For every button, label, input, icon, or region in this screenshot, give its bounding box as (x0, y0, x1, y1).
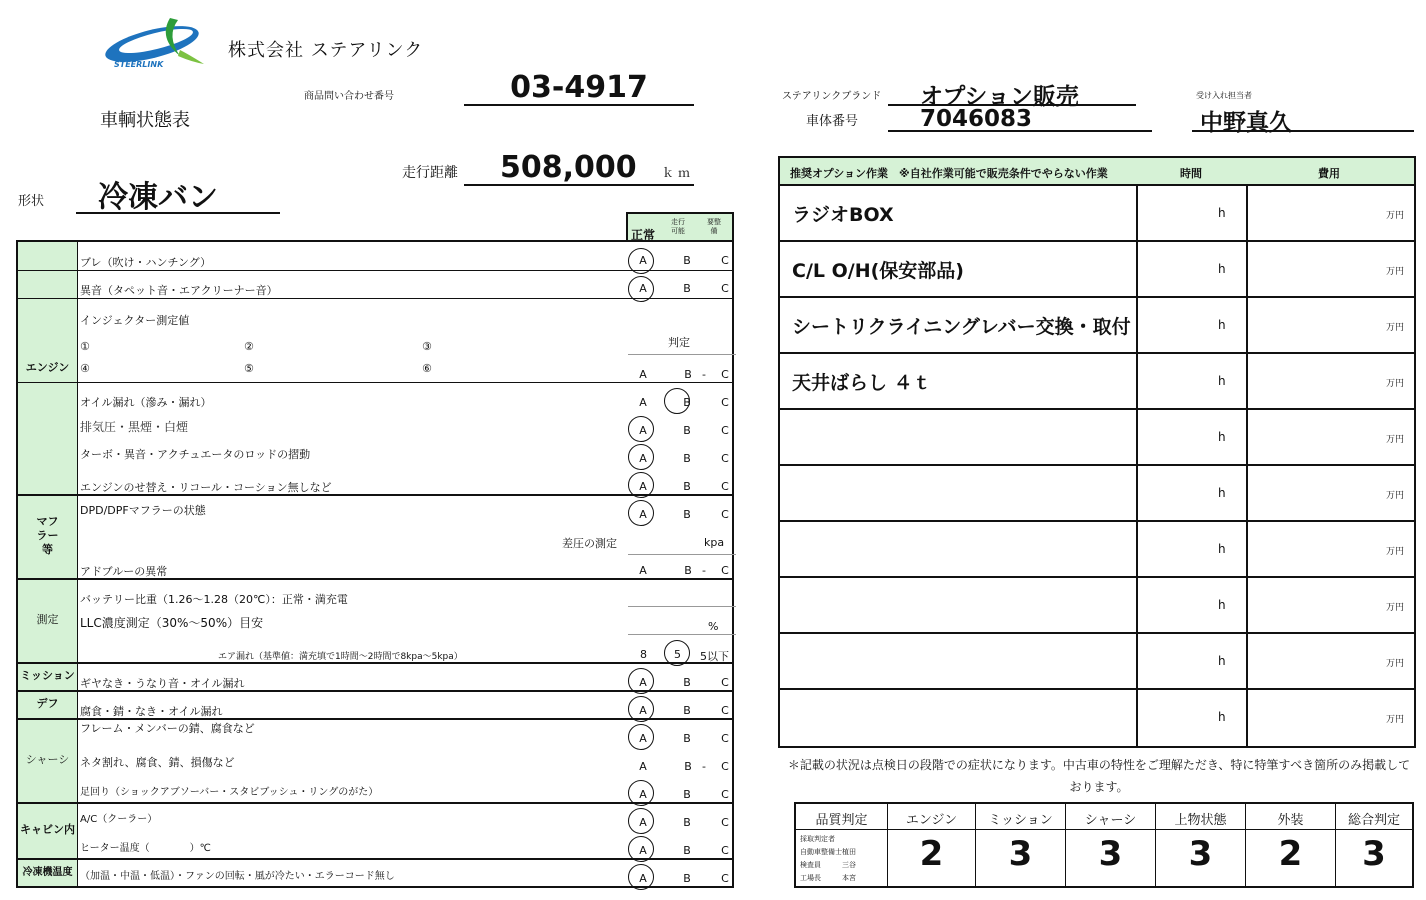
option-name: C/L O/H(保安部品) (780, 242, 1138, 296)
vin-value: 7046083 (888, 106, 1152, 132)
inspector-line-2: 自動車整備士植田 (800, 848, 856, 856)
option-time-unit: h (1218, 318, 1226, 332)
exterior-score-cell (1246, 804, 1336, 886)
option-name: シートリクライニングレバー交換・取付 (780, 298, 1138, 352)
item-reefer: （加温・中温・低温）・ファンの回転・風が冷たい・エラーコード無し (80, 871, 395, 882)
distance-label: 走行距離 (402, 165, 458, 181)
quality-summary (794, 802, 1414, 888)
option-time-unit: h (1218, 262, 1226, 276)
grade-heater: A B C (639, 844, 729, 857)
company-name: 株式会社 ステアリンク (228, 40, 424, 61)
document-title: 車輌状態表 (100, 110, 190, 131)
option-name (780, 578, 1138, 632)
option-cost-unit: 万円 (1385, 267, 1404, 277)
staff-label: 受け入れ担当者 (1196, 91, 1252, 100)
options-cost-label: 費用 (1318, 167, 1340, 180)
option-time-cell (1138, 690, 1248, 746)
body-score-cell (1156, 804, 1246, 886)
engine-score-cell (888, 804, 976, 886)
option-cost-cell (1248, 186, 1414, 240)
option-cost-unit: 万円 (1385, 659, 1404, 669)
option-time-cell (1138, 298, 1248, 352)
item-crack: ネタ割れ、腐食、錆、損傷など (80, 756, 235, 769)
inspector-line-1: 採取判定者 (800, 835, 835, 843)
mark-oil-leak (664, 388, 690, 414)
option-time-cell (1138, 186, 1248, 240)
llc-unit: % (708, 620, 719, 633)
injector-4: ④ (80, 362, 90, 375)
quality-label: 品質判定 (796, 804, 887, 830)
distance-unit: ｋｍ (662, 166, 695, 180)
grade-exhaust: A B C (639, 424, 729, 437)
company-logo (100, 8, 210, 78)
inspector-line-4: 工場長 本宮 (800, 874, 856, 882)
option-time-unit: h (1218, 598, 1226, 612)
injector-6: ⑥ (422, 362, 432, 375)
grade-oil-leak: A B C (639, 396, 729, 409)
mark-engine-blur (628, 248, 654, 274)
quality-label-cell (796, 804, 888, 886)
option-time-cell (1138, 578, 1248, 632)
option-row (780, 578, 1414, 634)
mark-diff (628, 696, 654, 722)
grade-turbo: A B C (639, 452, 729, 465)
option-row (780, 186, 1414, 242)
option-row (780, 522, 1414, 578)
option-time-unit: h (1218, 430, 1226, 444)
mission-score-cell (976, 804, 1066, 886)
item-mission: ギヤなき・うなり音・オイル漏れ (80, 677, 245, 690)
grade-frame: A B C (639, 732, 729, 745)
engine-score-label: エンジン (888, 804, 975, 830)
chassis-score-label: シャーシ (1066, 804, 1155, 830)
item-oil-leak: オイル漏れ（滲み・漏れ） (80, 396, 212, 409)
option-cost-cell (1248, 690, 1414, 746)
option-time-unit: h (1218, 374, 1226, 388)
option-name (780, 466, 1138, 520)
inspector-line-3: 検査員 三谷 (800, 861, 856, 869)
group-measure: 測定 (18, 578, 78, 662)
option-cost-unit: 万円 (1385, 491, 1404, 501)
injector-2: ② (244, 340, 254, 353)
option-name (780, 410, 1138, 464)
grade-crack: A B - C (639, 760, 729, 773)
injector-3: ③ (422, 340, 432, 353)
item-llc: LLC濃度測定（30%～50%）目安 (80, 616, 264, 630)
item-battery: バッテリー比重（1.26～1.28（20℃）：正常・満充電 (80, 593, 348, 606)
item-exhaust: 排気圧・黒煙・白煙 (80, 420, 189, 434)
grade-injector: A B - C (639, 368, 729, 381)
option-row (780, 410, 1414, 466)
option-time-cell (1138, 410, 1248, 464)
brand-label: ステアリンクブランド (782, 91, 882, 102)
disclaimer-note: ＊記載の状況は点検日の段階での症状になります。中古車の特性をご理解ただき、特に特筆すべき箇所のみ掲載しております。 (787, 758, 1411, 794)
mark-frame (628, 724, 654, 750)
distance-value: 508,000 (464, 150, 694, 186)
air-leak-8: 8 (640, 648, 647, 661)
item-dpf: DPD/DPFマフラーの状態 (80, 504, 206, 517)
inquiry-number-label: 商品問い合わせ番号 (304, 91, 394, 102)
option-row (780, 634, 1414, 690)
grade-engine-blur: A B C (639, 254, 729, 267)
group-reefer: 冷凍機温度 (18, 858, 78, 886)
option-row (780, 466, 1414, 522)
injector-judge-label: 判定 (668, 336, 690, 349)
staff-value: 中野真久 (1192, 104, 1414, 132)
group-chassis: シャーシ (18, 718, 78, 802)
option-time-unit: h (1218, 654, 1226, 668)
option-cost-cell (1248, 466, 1414, 520)
col-drivable: 走行可能 (671, 218, 685, 235)
air-leak-le5: 5以下 (700, 650, 729, 663)
chassis-score: 3 (1098, 834, 1123, 874)
shape-value: 冷凍バン (76, 172, 280, 214)
exterior-score-label: 外装 (1246, 804, 1335, 830)
engine-score: 2 (919, 834, 944, 874)
option-time-unit: h (1218, 710, 1226, 724)
group-engine: エンジン (18, 242, 78, 494)
mark-dpf (628, 500, 654, 526)
option-cost-cell (1248, 298, 1414, 352)
grade-engine-noise: A B C (639, 282, 729, 295)
air-leak-5: 5 (674, 648, 681, 661)
col-needs: 要整備 (707, 218, 721, 235)
option-name: ラジオBOX (780, 186, 1138, 240)
total-score-label: 総合判定 (1336, 804, 1412, 830)
option-cost-cell (1248, 242, 1414, 296)
option-cost-unit: 万円 (1385, 547, 1404, 557)
option-cost-unit: 万円 (1385, 603, 1404, 613)
grade-suspension: A B C (639, 788, 729, 801)
option-time-cell (1138, 522, 1248, 576)
item-frame: フレーム・メンバーの錆、腐食など (80, 722, 255, 735)
grade-adblue: A B - C (639, 564, 729, 577)
recommended-options-table (778, 156, 1416, 748)
option-cost-unit: 万円 (1385, 435, 1404, 445)
brand-value: オプション販売 (888, 78, 1136, 106)
option-cost-unit: 万円 (1385, 323, 1404, 333)
mark-reefer (628, 864, 654, 890)
total-score-cell (1336, 804, 1412, 886)
col-normal: 正常 (631, 228, 656, 242)
item-injector: インジェクター測定値 (80, 314, 190, 327)
option-time-cell (1138, 634, 1248, 688)
diff-pressure-unit: kpa (704, 536, 725, 549)
inquiry-number-value: 03-4917 (464, 70, 694, 106)
mark-engine-swap (628, 472, 654, 498)
item-turbo: ターボ・異音・アクチュエータのロッドの摺動 (80, 448, 311, 461)
group-muffler: マフラー等 (18, 494, 78, 578)
mark-exhaust (628, 416, 654, 442)
item-ac: A/C（クーラー） (80, 814, 158, 825)
option-cost-unit: 万円 (1385, 715, 1404, 725)
group-cabin: キャビン内 (18, 802, 78, 858)
option-row (780, 242, 1414, 298)
mark-heater (628, 836, 654, 862)
item-suspension: 足回り（ショックアブソーバー・スタビブッシュ・リングのがた） (80, 787, 379, 798)
mark-turbo (628, 444, 654, 470)
option-time-unit: h (1218, 206, 1226, 220)
grade-engine-swap: A B C (639, 480, 729, 493)
injector-5: ⑤ (244, 362, 254, 375)
mission-score-label: ミッション (976, 804, 1065, 830)
options-time-label: 時間 (1180, 167, 1202, 180)
vehicle-check-table (16, 240, 734, 888)
item-diff: 腐食・錆・なき・オイル漏れ (80, 705, 223, 718)
option-row (780, 298, 1414, 354)
option-time-unit: h (1218, 542, 1226, 556)
injector-1: ① (80, 340, 90, 353)
option-time-cell (1138, 354, 1248, 408)
mark-mission (628, 668, 654, 694)
group-mission: ミッション (18, 662, 78, 690)
item-diff-pressure: 差圧の測定 (562, 537, 617, 550)
logo-text: STEERLINK (114, 60, 164, 69)
item-heater: ヒーター温度（ ）℃ (80, 843, 211, 854)
item-engine-blur: ブレ（吹け・ハンチング） (80, 256, 212, 269)
check-column-header (626, 212, 734, 242)
option-time-cell (1138, 242, 1248, 296)
shape-label: 形状 (18, 194, 45, 209)
total-score: 3 (1362, 834, 1386, 874)
option-cost-cell (1248, 354, 1414, 408)
option-cost-cell (1248, 410, 1414, 464)
option-row (780, 354, 1414, 410)
item-engine-noise: 異音（タペット音・エアクリーナー音） (80, 284, 278, 297)
grade-ac: A B C (639, 816, 729, 829)
item-air-leak: エア漏れ（基準値：満充填で1時間～2時間で8kpa～5kpa） (218, 652, 463, 662)
group-diff: デフ (18, 690, 78, 718)
grade-mission: A B C (639, 676, 729, 689)
mark-air-leak (664, 640, 690, 666)
grade-dpf: A B C (639, 508, 729, 521)
option-name (780, 634, 1138, 688)
vin-label: 車体番号 (806, 114, 859, 129)
mission-score: 3 (1008, 834, 1033, 874)
option-cost-unit: 万円 (1385, 211, 1404, 221)
mark-suspension (628, 780, 654, 806)
item-adblue: アドブルーの異常 (80, 565, 168, 578)
chassis-score-cell (1066, 804, 1156, 886)
option-cost-cell (1248, 634, 1414, 688)
mark-engine-noise (628, 276, 654, 302)
option-name (780, 690, 1138, 746)
grade-diff: A B C (639, 704, 729, 717)
grade-reefer: A B C (639, 872, 729, 885)
option-cost-unit: 万円 (1385, 379, 1404, 389)
option-time-cell (1138, 466, 1248, 520)
option-row (780, 690, 1414, 746)
exterior-score: 2 (1278, 834, 1303, 874)
option-time-unit: h (1218, 486, 1226, 500)
option-name (780, 522, 1138, 576)
body-score: 3 (1188, 834, 1213, 874)
option-cost-cell (1248, 522, 1414, 576)
options-header-label: 推奨オプション作業 ※自社作業可能で販売条件でやらない作業 (790, 167, 1108, 180)
options-header (780, 158, 1414, 186)
body-score-label: 上物状態 (1156, 804, 1245, 830)
option-name: 天井ばらし ４ｔ (780, 354, 1138, 408)
option-cost-cell (1248, 578, 1414, 632)
item-engine-swap: エンジンのせ替え・リコール・コーション無しなど (80, 481, 332, 494)
mark-ac (628, 808, 654, 834)
